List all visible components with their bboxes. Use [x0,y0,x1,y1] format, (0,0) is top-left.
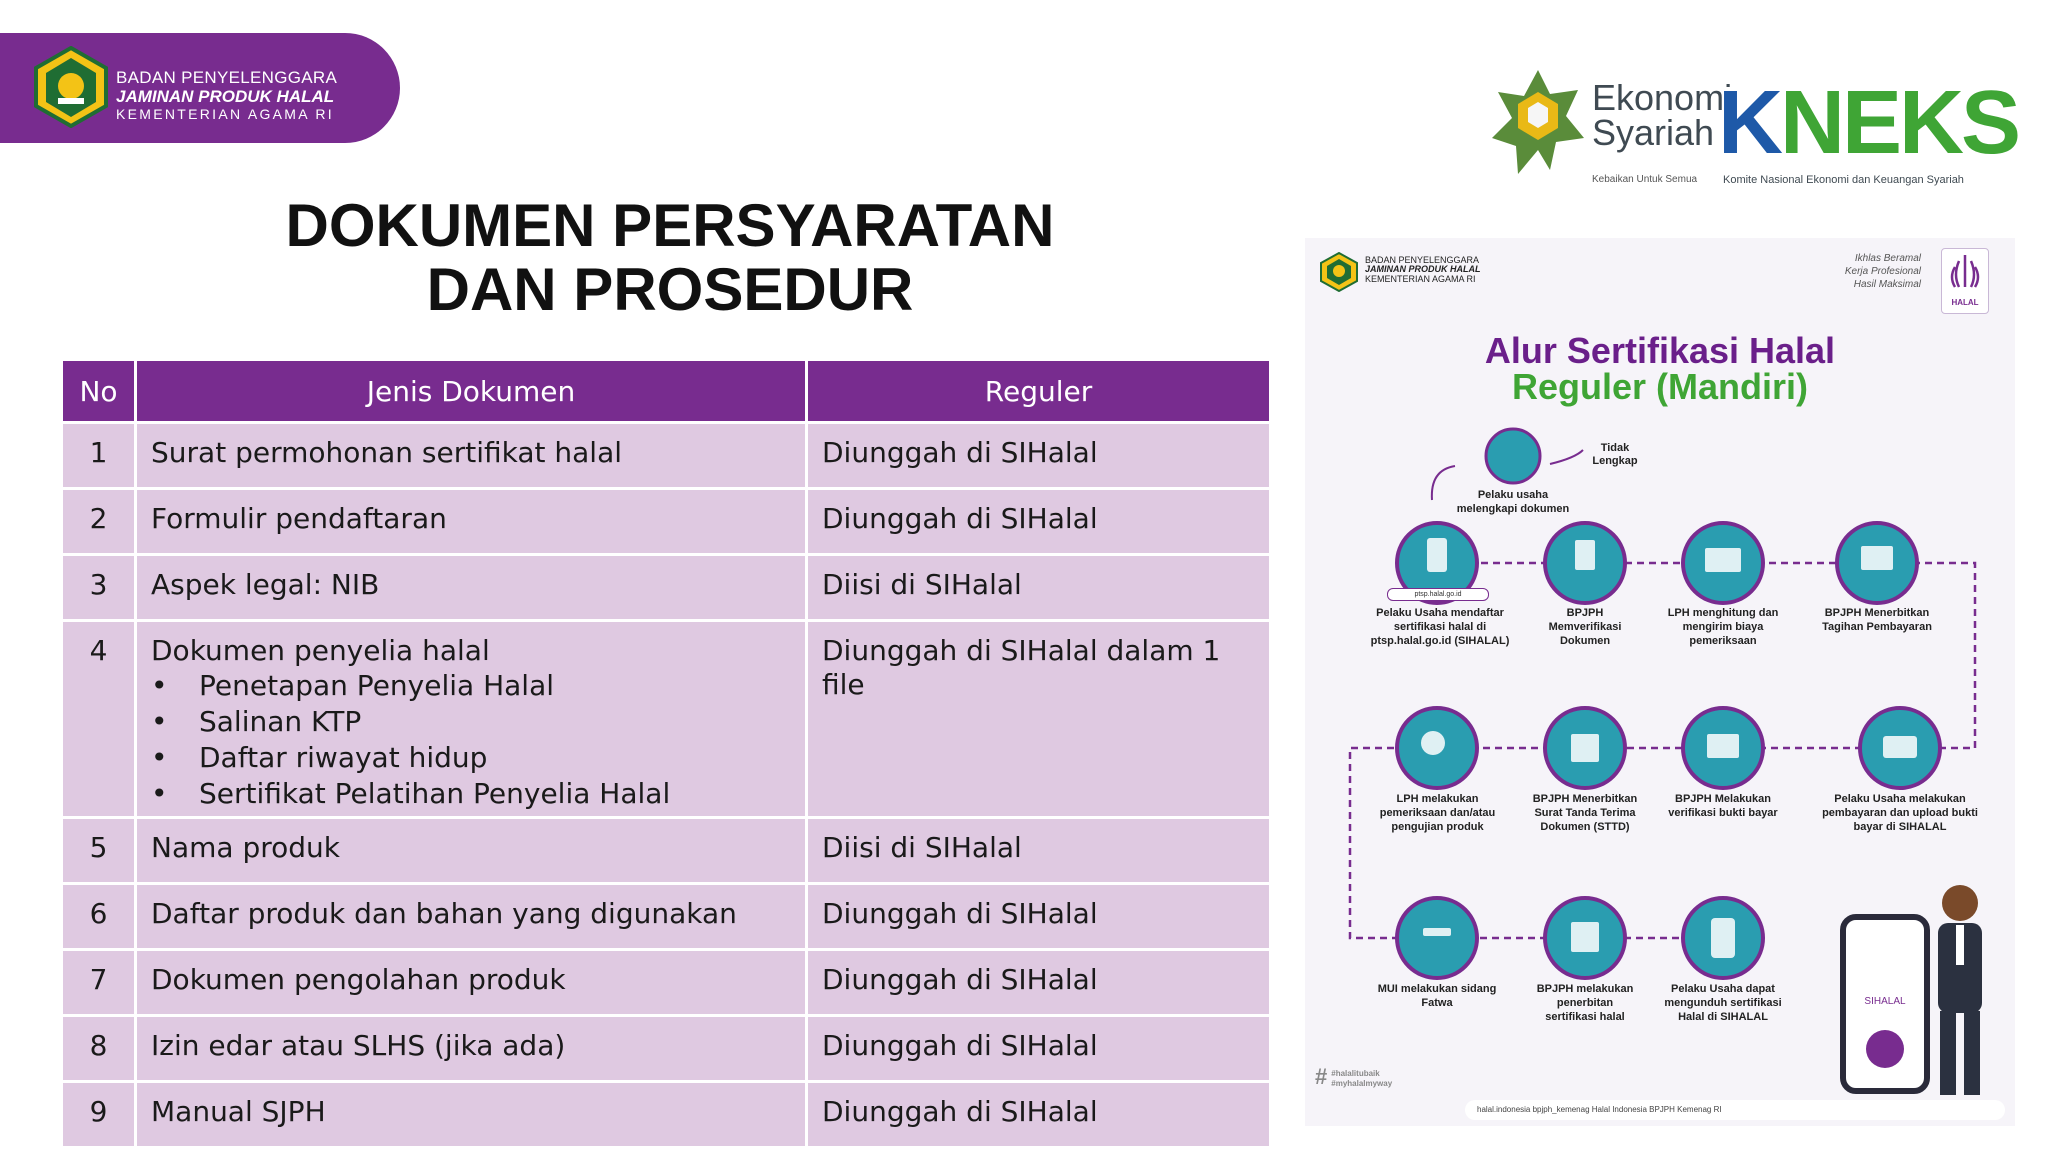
kneks-wordmark-rest: NEKS [1780,73,2019,173]
step-circle-9 [1397,898,1477,978]
clipboard-icon [1575,540,1595,570]
cell-doc: Dokumen pengolahan produk [136,950,807,1016]
certificate-icon [1571,922,1599,952]
header-banner [0,33,400,143]
list-item: • Daftar riwayat hidup [199,740,791,776]
kemenag-logo-icon [32,46,110,128]
cell-reguler: Diunggah di SIHalal [807,950,1271,1016]
list-item: • Sertifikat Pelatihan Penyelia Halal [199,776,791,812]
sihalal-phone [1840,914,1930,1094]
cell-reguler: Diunggah di SIHalal [807,423,1271,489]
cell-doc: Manual SJPH [136,1082,807,1148]
hashtag-block: # #halalitubaik #myhalalmyway [1315,1064,1393,1089]
document-icon [1571,734,1599,762]
table-row [62,818,1271,884]
businessman-figure-icon [1920,873,2000,1103]
kneks-subtitle: Komite Nasional Ekonomi dan Keuangan Syariah [1723,174,1964,186]
step-caption-2: BPJPH Memverifikasi Dokumen [1548,607,1622,647]
step-caption-6: BPJPH Menerbitkan Surat Tanda Terima Dokumen (STTD) [1532,793,1638,833]
social-footer: halal.indonesia bpjph_kemenag Halal Indonesia BPJPH Kemenag RI [1465,1100,2005,1120]
ekonomi-word: Ekonomi [1592,77,1733,118]
list-item: • Penetapan Penyelia Halal [199,668,791,704]
cell-doc: Formulir pendaftaran [136,489,807,555]
person-icon [1427,538,1447,572]
step-caption-8: Pelaku Usaha melakukan pembayaran dan upload bukti bayar di SIHALAL [1822,793,1978,833]
cell-reguler: Diunggah di SIHalal dalam 1 file [807,621,1271,818]
url-bar: ptsp.halal.go.id [1387,588,1489,601]
table-row [62,884,1271,950]
hashtag-2: #myhalalmyway [1331,1078,1393,1088]
cell-no: 9 [62,1082,136,1148]
cell-doc [136,621,807,818]
cell-doc: Izin edar atau SLHS (jika ada) [136,1016,807,1082]
step-circle-melengkapi [1486,429,1540,483]
banner-line2: JAMINAN PRODUK HALAL [116,87,335,106]
cell-reguler: Diunggah di SIHalal [807,884,1271,950]
step-caption-4: BPJPH Menerbitkan Tagihan Pembayaran [1822,607,1932,633]
header-jenis-dokumen: Jenis Dokumen [136,360,807,423]
step-caption-5: LPH melakukan pemeriksaan dan/atau pengujian produk [1379,793,1496,833]
syariah-word: Syariah [1592,112,1715,154]
sub-document-list [151,668,791,812]
cell-no: 8 [62,1016,136,1082]
kneks-logo [1488,62,2019,197]
table-row [62,489,1271,555]
motto-line3: Hasil Maksimal [1853,279,1921,290]
magnifier-icon [1421,731,1445,755]
cell-no: 4 [62,621,136,818]
mobile-icon [1711,918,1735,958]
header-reguler: Reguler [807,360,1271,423]
step-caption-9: MUI melakukan sidang Fatwa [1377,983,1497,1009]
cell-no: 1 [62,423,136,489]
cell-no: 7 [62,950,136,1016]
halal-badge-label: HALAL [1951,298,1979,307]
step-caption-10: BPJPH melakukan penerbitan sertifikasi halal [1536,983,1634,1023]
title-line1: DOKUMEN PERSYARATAN [285,192,1055,259]
cell-no: 2 [62,489,136,555]
info-brand-line1: BADAN PENYELENGGARA [1365,255,1480,265]
infographic-title: Alur Sertifikasi Halal [1484,330,1836,371]
cell-reguler: Diunggah di SIHalal [807,1082,1271,1148]
table-row [62,1082,1271,1148]
cell-doc: Aspek legal: NIB [136,555,807,621]
table-row [62,621,1271,818]
banner-line1: BADAN PENYELENGGARA [116,68,338,87]
requirements-table [60,358,1272,1149]
ekonomi-syariah-star-icon [1488,66,1588,182]
step-caption-7: BPJPH Melakukan verifikasi bukti bayar [1668,793,1778,819]
tidak-lengkap-label: Tidak Lengkap [1592,442,1638,467]
step-caption-3: LPH menghitung dan mengirim biaya pemeriksaan [1667,607,1779,647]
hashtag-1: #halalitubaik [1331,1069,1380,1079]
cell-reguler: Diisi di SIHalal [807,818,1271,884]
phone-label: SIHALAL [1864,996,1906,1007]
banner-line3: KEMENTERIAN AGAMA RI [116,106,334,122]
cell-reguler: Diisi di SIHalal [807,555,1271,621]
ekonomi-tagline: Kebaikan Untuk Semua [1592,174,1698,185]
invoice-icon [1861,546,1893,570]
bank-card-icon [1883,736,1917,758]
cell-no: 3 [62,555,136,621]
info-brand-line3: KEMENTERIAN AGAMA RI [1365,273,1476,284]
cell-doc-title: Dokumen penyelia halal [151,634,490,667]
table-row [62,555,1271,621]
laptop-icon [1707,734,1739,758]
kneks-wordmark [1718,73,2019,173]
download-icon [1866,1030,1904,1068]
cell-reguler: Diunggah di SIHalal [807,1016,1271,1082]
table-row [62,423,1271,489]
motto-line2: Kerja Profesional [1844,266,1921,277]
infographic-subtitle: Reguler (Mandiri) [1511,366,1808,407]
kneks-wordmark-k: K [1718,73,1780,173]
header-no: No [62,360,136,423]
cell-doc: Surat permohonan sertifikat halal [136,423,807,489]
cell-doc: Nama produk [136,818,807,884]
step-caption-11: Pelaku Usaha dapat mengunduh sertifikasi Halal di SIHALAL [1664,983,1782,1023]
table-header-row [62,360,1271,423]
table-row [62,1016,1271,1082]
title-line2: DAN PROSEDUR [426,256,914,323]
cell-doc: Daftar produk dan bahan yang digunakan [136,884,807,950]
certification-flow-infographic [1305,238,2015,1126]
motto-line1: Ikhlas Beramal [1854,253,1921,264]
info-brand-line2: JAMINAN PRODUK HALAL [1365,264,1481,275]
monitor-icon [1705,548,1741,572]
cell-no: 6 [62,884,136,950]
page-title [60,194,1280,322]
step-caption-1: Pelaku Usaha mendaftar sertifikasi halal di ptsp.halal.go.id (SIHALAL) [1370,607,1510,647]
cell-no: 5 [62,818,136,884]
cell-reguler: Diunggah di SIHalal [807,489,1271,555]
melengkapi-caption: Pelaku usaha melengkapi dokumen [1456,489,1570,515]
gavel-icon [1423,928,1451,936]
list-item: • Salinan KTP [199,704,791,740]
table-row [62,950,1271,1016]
